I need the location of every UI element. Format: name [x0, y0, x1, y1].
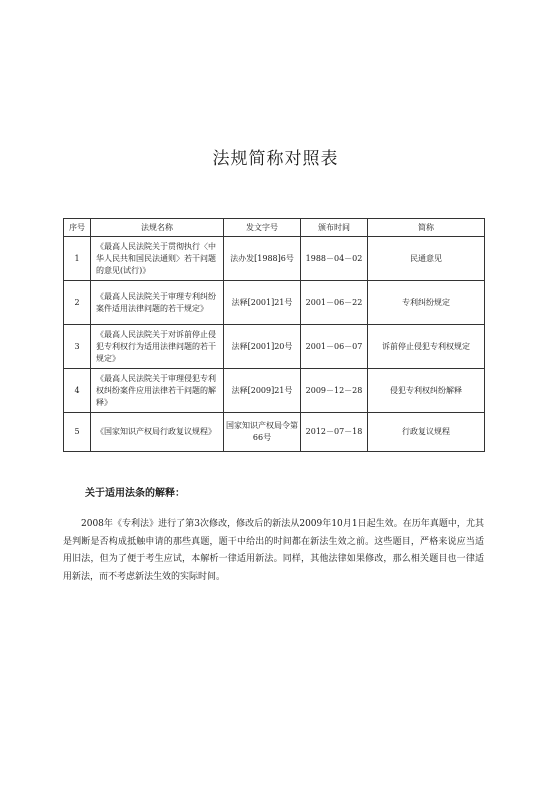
- abbreviation: 专利纠纷规定: [368, 281, 485, 325]
- issue-date: 2001－06－07: [301, 325, 368, 369]
- table-row: [64, 237, 485, 281]
- column-header-no: 序号: [64, 219, 91, 237]
- regulation-name: 《最高人民法院关于对诉前停止侵犯专利权行为适用法律问题的若干规定》: [91, 325, 224, 369]
- row-number: 2: [64, 281, 91, 325]
- explanation-paragraph: 2008年《专利法》进行了第3次修改，修改后的新法从2009年10月1日起生效。在历年真题中，尤其是判断是否构成抵触申请的那些真题，题干中给出的时间都在新法生效之前。这些题目，严格来说应当适用旧法，但为了便于考生应试，本解析一律适用新法。同样，其他法律如果修改，那么相关题目也一律适用新法，而不考虑新法生效的实际时间。: [63, 519, 484, 582]
- issue-date: 1988－04－02: [301, 237, 368, 281]
- regulation-name: 《最高人民法院关于审理专利纠纷案件适用法律问题的若干规定》: [91, 281, 224, 325]
- regulation-abbreviation-table: [63, 218, 485, 452]
- table-header-row: [64, 219, 485, 237]
- column-header-name: 法规名称: [91, 219, 224, 237]
- abbreviation: 民通意见: [368, 237, 485, 281]
- row-number: 5: [64, 413, 91, 452]
- table-row: [64, 369, 485, 413]
- issue-date: 2012－07－18: [301, 413, 368, 452]
- issue-date: 2001－06－22: [301, 281, 368, 325]
- document-number: 法释[2001]21号: [224, 281, 301, 325]
- regulation-name: 《国家知识产权局行政复议规程》: [91, 413, 224, 452]
- document-number: 法释[2001]20号: [224, 325, 301, 369]
- abbreviation: 行政复议规程: [368, 413, 485, 452]
- document-number: 法释[2009]21号: [224, 369, 301, 413]
- abbreviation: 侵犯专利权纠纷解释: [368, 369, 485, 413]
- section-heading: 关于适用法条的解释：: [85, 488, 185, 499]
- table-row: [64, 325, 485, 369]
- row-number: 4: [64, 369, 91, 413]
- column-header-abbreviation: 简称: [368, 219, 485, 237]
- regulation-name: 《最高人民法院关于审理侵犯专利权纠纷案件应用法律若干问题的解释》: [91, 369, 224, 413]
- abbreviation: 诉前停止侵犯专利权规定: [368, 325, 485, 369]
- column-header-date: 颁布时间: [301, 219, 368, 237]
- column-header-doc-number: 发文字号: [224, 219, 301, 237]
- table-row: [64, 413, 485, 452]
- document-number: 国家知识产权局令第66号: [224, 413, 301, 452]
- page-title: 法规简称对照表: [212, 149, 339, 169]
- regulation-name: 《最高人民法院关于贯彻执行〈中华人民共和国民法通则〉若干问题的意见(试行)》: [91, 237, 224, 281]
- document-number: 法办发[1988]6号: [224, 237, 301, 281]
- issue-date: 2009－12－28: [301, 369, 368, 413]
- row-number: 3: [64, 325, 91, 369]
- table-row: [64, 281, 485, 325]
- row-number: 1: [64, 237, 91, 281]
